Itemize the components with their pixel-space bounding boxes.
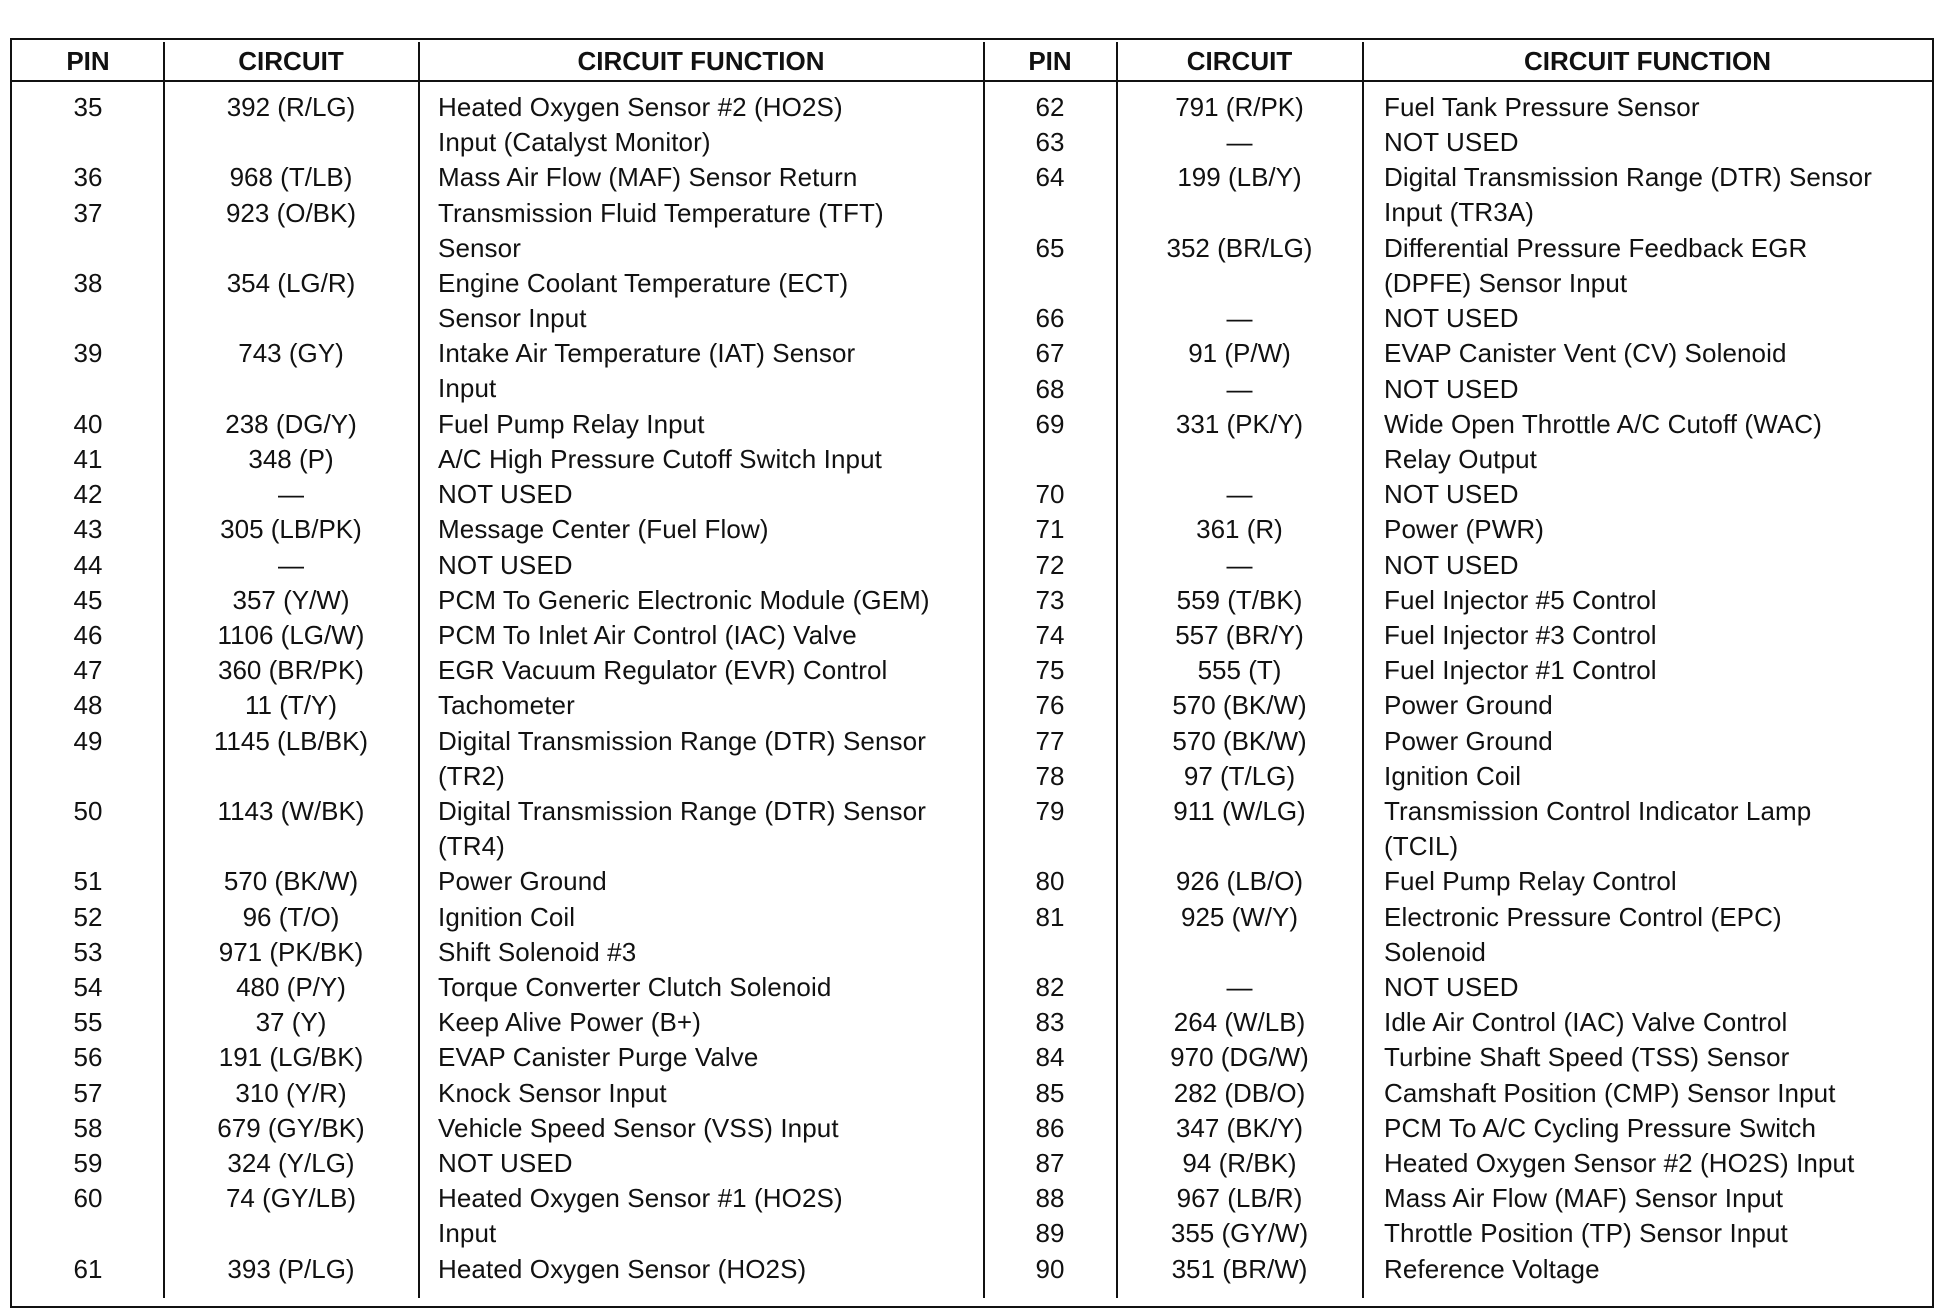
header-divider (12, 80, 1932, 82)
circuit-code: 348 (P) (248, 444, 334, 474)
circuit-code: — (278, 479, 304, 510)
pin-number: 64 (1035, 162, 1065, 193)
circuit-code: 355 (GY/W) (1170, 1218, 1309, 1249)
circuit-code: 1143 (W/BK) (217, 796, 365, 826)
pin-number: 88 (1035, 1183, 1065, 1214)
pin-number: 47 (73, 655, 103, 686)
circuit-function: NOT USED (438, 479, 573, 510)
circuit-code: 351 (BR/W) (1171, 1253, 1308, 1284)
circuit-code: 282 (DB/O) (1173, 1077, 1306, 1108)
pin-number: 52 (73, 901, 103, 932)
circuit-function: Ignition Coil (1384, 760, 1522, 791)
circuit-code: 91 (P/W) (1188, 338, 1291, 369)
header-pin-right: PIN (1028, 46, 1072, 76)
circuit-code: 971 (PK/BK) (218, 936, 364, 967)
circuit-function: NOT USED (1384, 303, 1519, 334)
circuit-code: 37 (Y) (255, 1007, 327, 1038)
pin-number: 76 (1035, 690, 1065, 721)
circuit-function: Reference Voltage (1384, 1253, 1600, 1284)
circuit-code: 557 (BR/Y) (1175, 620, 1304, 650)
pin-number: 55 (73, 1007, 103, 1038)
circuit-function: NOT USED (438, 549, 573, 580)
circuit-code: 559 (T/BK) (1176, 584, 1303, 615)
pin-number: 72 (1035, 549, 1065, 580)
circuit-code: 360 (BR/PK) (218, 655, 364, 686)
circuit-function: Intake Air Temperature (IAT) Sensor Input (438, 338, 856, 404)
pin-number: 85 (1035, 1077, 1065, 1108)
pin-number: 54 (73, 972, 103, 1002)
circuit-code: 925 (W/Y) (1180, 901, 1299, 932)
circuit-code: — (278, 549, 304, 580)
circuit-code: 743 (GY) (238, 338, 344, 369)
circuit-function: Heated Oxygen Sensor #2 (HO2S) Input (1384, 1148, 1855, 1178)
circuit-code: 570 (BK/W) (1172, 725, 1307, 756)
circuit-code: 352 (BR/LG) (1166, 232, 1313, 263)
circuit-code: 331 (PK/Y) (1175, 408, 1304, 439)
circuit-function: EGR Vacuum Regulator (EVR) Control (438, 655, 888, 686)
circuit-code: 357 (Y/W) (232, 584, 350, 615)
circuit-code: 305 (LB/PK) (220, 514, 362, 545)
circuit-code: 347 (BK/Y) (1175, 1112, 1304, 1143)
column-divider (418, 42, 420, 1298)
circuit-code: 393 (P/LG) (227, 1253, 355, 1284)
column-divider (1362, 42, 1364, 1298)
pin-number: 81 (1035, 901, 1065, 932)
circuit-code: 74 (GY/LB) (225, 1183, 357, 1214)
circuit-function: PCM To Inlet Air Control (IAC) Valve (438, 620, 857, 650)
circuit-code: 1106 (LG/W) (217, 620, 365, 650)
pin-number: 58 (73, 1112, 103, 1143)
circuit-code: 97 (T/LG) (1183, 760, 1296, 791)
pin-number: 48 (73, 690, 103, 721)
pin-number: 40 (73, 408, 103, 439)
pin-number: 42 (73, 479, 103, 510)
circuit-function: NOT USED (1384, 549, 1519, 580)
circuit-code: — (1226, 549, 1253, 580)
circuit-code: 310 (Y/R) (235, 1077, 347, 1108)
circuit-function: NOT USED (1384, 479, 1519, 510)
circuit-function: NOT USED (1384, 373, 1519, 404)
circuit-code: — (1226, 127, 1253, 158)
circuit-code: — (1226, 972, 1253, 1002)
circuit-function: Shift Solenoid #3 (438, 936, 637, 967)
circuit-code: 11 (T/Y) (245, 690, 337, 721)
pin-number: 39 (73, 338, 103, 369)
circuit-function: Fuel Injector #5 Control (1384, 584, 1657, 615)
pin-number: 86 (1035, 1112, 1065, 1143)
circuit-code: 967 (LB/R) (1176, 1183, 1303, 1214)
header-function-right: CIRCUIT FUNCTION (1524, 46, 1771, 76)
pin-number: 57 (73, 1077, 103, 1108)
pin-number: 43 (73, 514, 103, 545)
circuit-function: Power Ground (438, 866, 607, 897)
pin-number: 70 (1035, 479, 1065, 510)
circuit-code: 354 (LG/R) (226, 268, 356, 298)
pin-number: 62 (1035, 92, 1065, 122)
circuit-function: NOT USED (1384, 127, 1519, 158)
circuit-function: Throttle Position (TP) Sensor Input (1384, 1218, 1788, 1249)
circuit-code: 199 (LB/Y) (1177, 162, 1302, 193)
circuit-code: 191 (LG/BK) (218, 1042, 364, 1073)
column-divider (163, 42, 165, 1298)
circuit-function: Power Ground (1384, 690, 1553, 721)
pin-number: 56 (73, 1042, 103, 1073)
pin-number: 79 (1035, 796, 1065, 826)
circuit-function: PCM To Generic Electronic Module (GEM) (438, 584, 930, 615)
circuit-function: Mass Air Flow (MAF) Sensor Input (1384, 1183, 1784, 1214)
circuit-code: — (1226, 373, 1253, 404)
circuit-function: Heated Oxygen Sensor #1 (HO2S) Input (438, 1183, 843, 1249)
circuit-code: 911 (W/LG) (1173, 796, 1306, 826)
circuit-function: Transmission Fluid Temperature (TFT) Sensor (438, 197, 884, 263)
circuit-code: 679 (GY/BK) (217, 1112, 365, 1143)
header-circuit-right: CIRCUIT (1186, 46, 1293, 76)
pin-number: 69 (1035, 408, 1065, 439)
circuit-function: Idle Air Control (IAC) Valve Control (1384, 1007, 1788, 1038)
column-divider (1116, 42, 1118, 1298)
circuit-code: 1145 (LB/BK) (213, 725, 369, 756)
pin-number: 73 (1035, 584, 1065, 615)
pin-number: 78 (1035, 760, 1065, 791)
pin-number: 45 (73, 584, 103, 615)
pin-number: 41 (73, 444, 103, 474)
pin-number: 37 (73, 197, 103, 228)
circuit-code: — (1226, 479, 1253, 510)
circuit-code: — (1226, 303, 1253, 334)
circuit-code: 94 (R/BK) (1182, 1148, 1297, 1178)
circuit-function: PCM To A/C Cycling Pressure Switch (1384, 1112, 1817, 1143)
pin-number: 49 (73, 725, 103, 756)
pin-number: 75 (1035, 655, 1065, 686)
pin-number: 90 (1035, 1253, 1065, 1284)
pin-number: 82 (1035, 972, 1065, 1002)
circuit-code: 361 (R) (1196, 514, 1283, 545)
circuit-function: Fuel Tank Pressure Sensor (1384, 92, 1700, 122)
pin-number: 68 (1035, 373, 1065, 404)
pin-number: 71 (1035, 514, 1065, 545)
pin-number: 67 (1035, 338, 1065, 369)
circuit-function: Fuel Injector #3 Control (1384, 620, 1657, 650)
pin-number: 46 (73, 620, 103, 650)
circuit-function: EVAP Canister Purge Valve (438, 1042, 759, 1073)
pin-number: 87 (1035, 1148, 1065, 1178)
pin-number: 74 (1035, 620, 1065, 650)
header-function-left: CIRCUIT FUNCTION (577, 46, 825, 76)
circuit-function: Ignition Coil (438, 901, 576, 932)
pin-number: 89 (1035, 1218, 1065, 1249)
circuit-function: Fuel Pump Relay Input (438, 408, 705, 439)
circuit-code: 264 (W/LB) (1173, 1007, 1306, 1038)
pin-number: 61 (73, 1253, 103, 1284)
circuit-function: A/C High Pressure Cutoff Switch Input (438, 444, 882, 474)
circuit-code: 570 (BK/W) (1172, 690, 1307, 721)
header-circuit-left: CIRCUIT (238, 46, 344, 76)
circuit-code: 968 (T/LB) (229, 162, 353, 193)
circuit-function: Mass Air Flow (MAF) Sensor Return (438, 162, 858, 193)
pin-number: 80 (1035, 866, 1065, 897)
circuit-function: Fuel Injector #1 Control (1384, 655, 1657, 686)
circuit-code: 555 (T) (1197, 655, 1282, 686)
circuit-function: Turbine Shaft Speed (TSS) Sensor (1384, 1042, 1790, 1073)
circuit-function: Differential Pressure Feedback EGR (DPFE) Sensor Input (1384, 232, 1808, 298)
circuit-code: 96 (T/O) (242, 901, 340, 932)
header-pin-left: PIN (66, 46, 110, 76)
pin-number: 83 (1035, 1007, 1065, 1038)
column-divider (983, 42, 985, 1298)
circuit-code: 926 (LB/O) (1175, 866, 1304, 897)
circuit-code: 570 (BK/W) (223, 866, 359, 897)
circuit-function: Power Ground (1384, 725, 1553, 756)
pin-number: 65 (1035, 232, 1065, 263)
circuit-function: Camshaft Position (CMP) Sensor Input (1384, 1077, 1836, 1108)
circuit-function: NOT USED (1384, 972, 1519, 1002)
pin-number: 59 (73, 1148, 103, 1178)
circuit-function: Torque Converter Clutch Solenoid (438, 972, 832, 1002)
pin-number: 63 (1035, 127, 1065, 158)
pin-number: 60 (73, 1183, 103, 1214)
circuit-function: Keep Alive Power (B+) (438, 1007, 701, 1038)
circuit-function: Knock Sensor Input (438, 1077, 667, 1108)
pin-number: 51 (73, 866, 103, 897)
circuit-function: Heated Oxygen Sensor #2 (HO2S) Input (Catalyst Monitor) (438, 92, 843, 157)
pin-number: 84 (1035, 1042, 1065, 1073)
pin-number: 66 (1035, 303, 1065, 334)
pin-number: 50 (73, 796, 103, 826)
circuit-function: Tachometer (438, 690, 575, 721)
pin-number: 53 (73, 936, 103, 967)
circuit-code: 970 (DG/W) (1170, 1042, 1309, 1073)
pin-number: 44 (73, 549, 103, 580)
circuit-function: EVAP Canister Vent (CV) Solenoid (1384, 338, 1787, 369)
circuit-code: 324 (Y/LG) (227, 1148, 355, 1178)
circuit-code: 791 (R/PK) (1175, 92, 1304, 122)
circuit-function: Power (PWR) (1384, 514, 1544, 545)
circuit-code: 238 (DG/Y) (225, 408, 357, 439)
circuit-code: 392 (R/LG) (226, 92, 356, 122)
circuit-function: Fuel Pump Relay Control (1384, 866, 1677, 897)
circuit-function: Heated Oxygen Sensor (HO2S) (438, 1253, 807, 1284)
pin-number: 77 (1035, 725, 1065, 756)
circuit-function: Vehicle Speed Sensor (VSS) Input (438, 1112, 839, 1143)
circuit-function: Wide Open Throttle A/C Cutoff (WAC) Relay Output (1384, 408, 1822, 474)
circuit-function: Digital Transmission Range (DTR) Sensor (TR4) (438, 796, 926, 861)
pin-number: 35 (73, 92, 103, 122)
circuit-function: Engine Coolant Temperature (ECT) Sensor Input (438, 268, 849, 333)
circuit-function: Transmission Control Indicator Lamp (TCIL) (1384, 796, 1812, 861)
circuit-function: Digital Transmission Range (DTR) Sensor (TR2) (438, 725, 926, 791)
circuit-function: Electronic Pressure Control (EPC) Solenoid (1384, 901, 1782, 967)
circuit-code: 480 (P/Y) (236, 972, 346, 1002)
circuit-code: 923 (O/BK) (225, 197, 357, 228)
pin-number: 38 (73, 268, 103, 298)
pin-number: 36 (73, 162, 103, 193)
circuit-function: Message Center (Fuel Flow) (438, 514, 769, 545)
circuit-function: Digital Transmission Range (DTR) Sensor Input (TR3A) (1384, 162, 1872, 228)
circuit-function: NOT USED (438, 1148, 573, 1178)
